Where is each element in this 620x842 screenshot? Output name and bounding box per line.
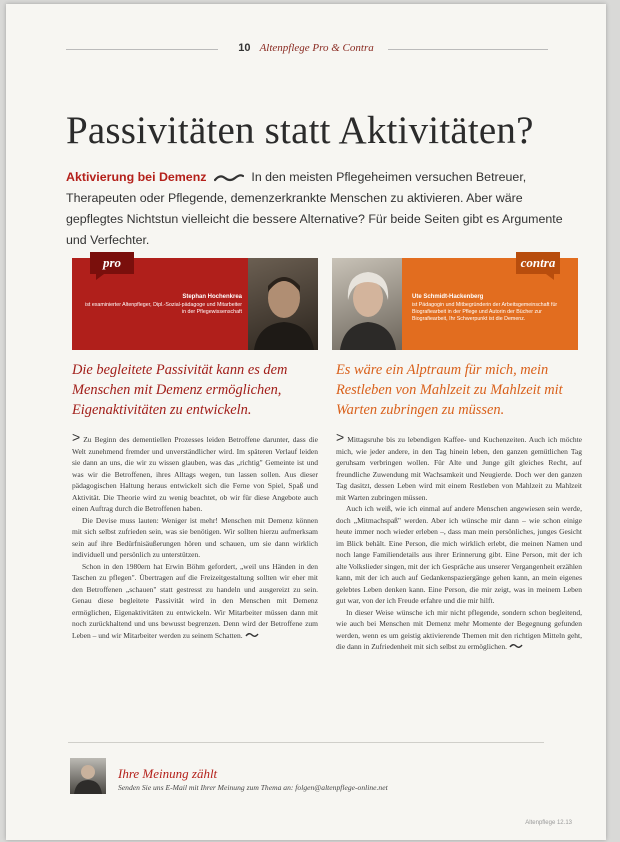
- pro-pull-quote: Die begleitete Passivität kann es dem Menschen mit Demenz ermöglichen, Eigenaktivitäten zu entwickeln.: [72, 362, 288, 418]
- contra-paragraph: > Mittagsruhe bis zu lebendigen Kaffee- und Kuchenzeiten. Auch ich möchte mich, wie jeder andere, in den Tag hinein leben, den ganzen gemütlichen Tag geruhsam verbringen wollen. Für Alte und Junge gilt gleiches Recht, auf freundliche Zuwendung mit Wachsamkeit und Neugierde. Doch wer den ganzen Tag dasitzt, dessen Leben wird mit einem Restleben von Mahlzeit zu Mahlzeit mit Warten zubringen müssen.: [336, 429, 582, 502]
- pro-author-bio: ist examinierter Altenpfleger, Dipl.-Sozial-pädagoge und Mitarbeiter in der Pflegewissenschaft: [85, 302, 242, 315]
- section-title: Altenpflege Pro & Contra: [259, 42, 374, 54]
- pro-article-column: [72, 429, 318, 641]
- person-portrait-icon: [332, 258, 402, 350]
- footer-divider: [68, 742, 544, 743]
- end-wave-icon: [509, 643, 523, 649]
- pro-paragraph: Schon in den 1980ern hat Erwin Böhm gefordert, „weil uns Händen in den Taschen zu pflegen". Übertragen auf die Freizeitgestaltung sollten wir eher mit den Betroffenen „schauen" statt gestresst zu handeln und ausgereizt zu sein. Genau diese begleitete Passivität wird in den Menschen mit Demenz ermöglichen, Eigenaktivitäten zu entwickeln. Wir Mitarbeiter müssen dann mit noch zurückhaltend und uns bewusst begrenzen. Denn wird der Betroffene zum Leben – und wir Mitarbeiter werden zu seinem Schatten.: [72, 561, 318, 640]
- end-wave-icon: [245, 632, 259, 638]
- person-avatar-icon: [70, 758, 106, 794]
- pro-paragraph: Die Devise muss lauten: Weniger ist mehr! Menschen mit Demenz können mit sich selbst zufrieden sein, was sie benötigen. Wir sollten hierzu aufmerksam sein auf ihre Bedürfnisäußerungen hören und schauen, um sie dann wirklich individuell und persönlich zu unterstützen.: [72, 515, 318, 559]
- pro-author-name: Stephan Hochenkrea: [182, 294, 242, 300]
- contra-paragraph: Auch ich weiß, wie ich einmal auf andere Menschen angewiesen sein werde, doch „Mitmachspaß" werden. Aber ich wünsche mir dann – wie schon einige heute immer noch wieder erleben –, dass man mein persönliches, junges Gesicht im Blick behält. Eine Person, die mich wirklich erlebt, die meinen Namen und noch lange Familiendetails aus ihrer Erinnerung gibt. Eine Person, mit der ich alte Volkslieder singen, mit der ich Gespräche aus unserer Vergangenheit erzählen kann, mit der ich auch auf Gedankenspaziergänge gehen kann, an mein eigenes gelebtes Leben denken kann. Eine Person, die mir zeigt, was in meinem Leben gut war, von der ich Freude erfahre und die mir hilft.: [336, 504, 582, 605]
- pro-author-box: [72, 255, 318, 350]
- arrow-icon: >: [336, 429, 345, 445]
- contra-tag: contra: [516, 252, 560, 274]
- contra-pull-quote: Es wäre ein Alptraum für mich, mein Restleben von Mahlzeit zu Mahlzeit mit Warten zubringen zu müssen.: [336, 362, 563, 418]
- contra-article-column: [336, 429, 582, 653]
- contra-author-box: [332, 255, 578, 350]
- person-portrait-icon: [248, 258, 318, 350]
- header-rule-right: [388, 49, 548, 50]
- editor-avatar: [70, 758, 106, 794]
- pro-paragraph: > Zu Beginn des dementiellen Prozesses leiden Betroffene darunter, dass die Welt zunehmend fremder und unverständlicher wird. Im späteren Verlauf leiden sie dann an uns, die wir zu wissen glauben, was das „richtig" Gemeinte ist und was wir die Betroffenen, ihres Alltags wegen, tun lassen sollen. Aus dieser pädagogischen Haltung heraus entwickelt sich die Ferne von Spiel, Spaß und Aktivität. Die Theorie wird zu wenig beachtet, ob wir für diese Angebote auch einen Auftrag durch die Betroffenen haben.: [72, 429, 318, 513]
- page-number: 10: [238, 42, 251, 54]
- contra-paragraph: In dieser Weise wünsche ich mir nicht pflegende, sondern schon begleitend, wie auch bei Menschen mit Demenz mehr Momente der Begegnung gefunden werden, wenn es um geistig aktivierende Themen mit den richtigen Mitteln geht, die dann in Zufriedenheit mit sich selbst zu ermöglichen.: [336, 607, 582, 651]
- contra-author-photo: [332, 258, 402, 350]
- pro-bio: [82, 294, 242, 316]
- arrow-icon: >: [72, 429, 81, 445]
- intro-kicker: Aktivierung bei Demenz: [66, 170, 207, 184]
- pro-tag: pro: [90, 252, 134, 274]
- opinion-call-to-action[interactable]: Senden Sie uns E-Mail mit Ihrer Meinung zum Thema an: folgen@altenpflege-online.net: [118, 783, 388, 792]
- page-title: Passivitäten statt Aktivitäten?: [66, 109, 534, 152]
- magazine-page: [6, 4, 606, 840]
- header-rule-left: [66, 49, 218, 50]
- intro-text: In den meisten Pflegeheimen versuchen Betreuer, Therapeuten oder Pflegende, demenzerkrankte Menschen zu aktivieren. Aber wäre gepflegtes Nichtstun vielleicht die bessere Alternative? Für beide Seiten gibt es Argumente und Verfechter.: [66, 170, 563, 247]
- wave-icon: [214, 173, 244, 183]
- running-header: [6, 42, 606, 54]
- opinion-heading: Ihre Meinung zählt: [118, 766, 218, 781]
- contra-bio: [412, 294, 572, 323]
- folio: Altenpflege 12.13: [525, 820, 572, 826]
- contra-author-name: Ute Schmidt-Hackenberg: [412, 294, 484, 300]
- intro-paragraph: [66, 167, 566, 251]
- contra-author-bio: ist Pädagogin und Mitbegründerin der Arbeitsgemeinschaft für Biografiearbeit in der Pflege und Autorin der Bücher zur Biografiearbeit, Ihr Schwerpunkt ist die Demenz.: [412, 302, 558, 322]
- pro-author-photo: [248, 258, 318, 350]
